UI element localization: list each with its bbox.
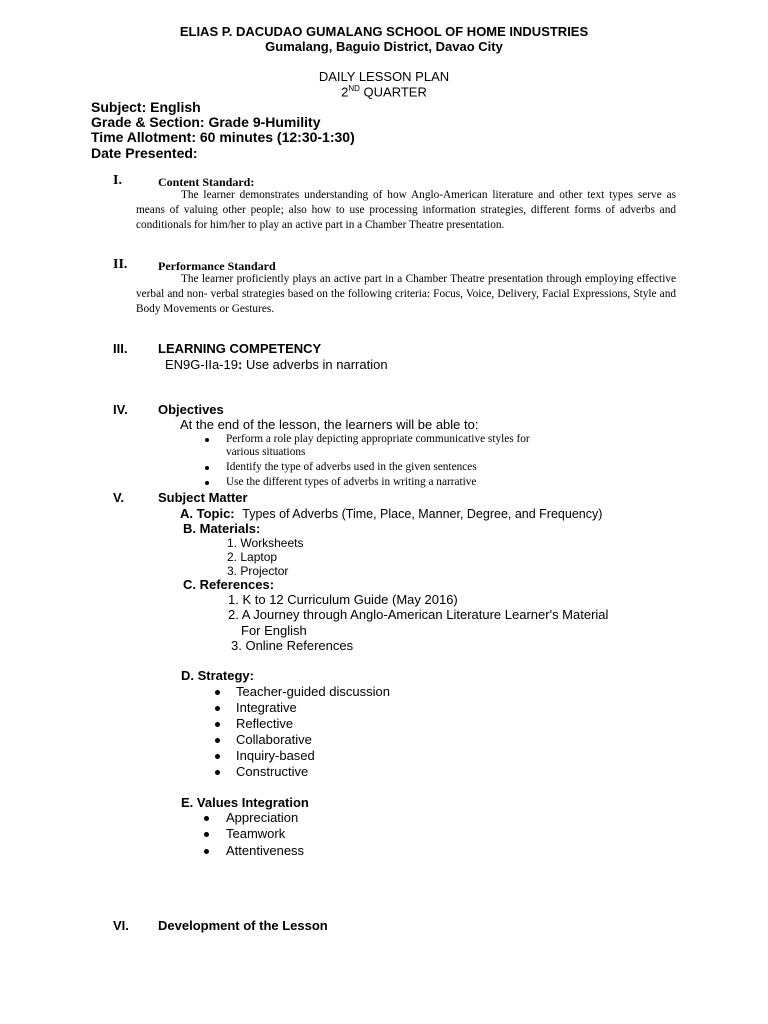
competency-text: Use adverbs in narration: [242, 357, 388, 372]
competency-code: EN9G-IIa-19: [165, 357, 238, 372]
reference-item: 3. Online References: [231, 638, 354, 653]
objective-item-continued: various situations: [226, 446, 306, 458]
school-name: ELIAS P. DACUDAO GUMALANG SCHOOL OF HOME INDUSTRIES: [179, 24, 589, 39]
bullet: [204, 832, 209, 837]
objectives-intro: At the end of the lesson, the learners will be able to:: [180, 417, 479, 432]
subject-matter-title: Subject Matter: [158, 490, 248, 505]
topic-text: Types of Adverbs (Time, Place, Manner, Degree, and Frequency): [242, 507, 603, 521]
performance-standard-title: Performance Standard: [158, 259, 276, 273]
bullet: [205, 466, 209, 470]
bullet: [205, 438, 209, 442]
strategy-item: Reflective: [236, 716, 294, 731]
subject-line: Subject: English: [91, 99, 201, 115]
time-allotment-line: Time Allotment: 60 minutes (12:30-1:30): [91, 129, 355, 145]
content-standard-title: Content Standard:: [158, 175, 255, 189]
reference-item-continued: For English: [241, 623, 307, 638]
reference-item: 1. K to 12 Curriculum Guide (May 2016): [228, 592, 458, 607]
bullet: [215, 706, 220, 711]
quarter-number: 2: [341, 84, 349, 100]
quarter-word: QUARTER: [359, 84, 427, 100]
school-address: Gumalang, Baguio District, Davao City: [265, 39, 503, 54]
grade-section-line: Grade & Section: Grade 9-Humility: [91, 114, 321, 130]
bullet: [215, 690, 220, 695]
bullet: [205, 481, 209, 485]
bullet: [215, 738, 220, 743]
section-5-number: V.: [113, 490, 125, 505]
bullet: [215, 754, 220, 759]
content-standard-text: The learner demonstrates understanding of how Anglo-American literature and other text types serve as means of valuing other people; also how to use processing information strategies, different forms of adverbs and conditionals for him/her to play an active part in a Chamber Theatre presentation.: [136, 189, 676, 231]
quarter-heading: [0, 84, 768, 99]
strategy-item: Collaborative: [236, 732, 312, 747]
objective-item: Perform a role play depicting appropriate communicative styles for: [226, 433, 530, 445]
strategy-item: Teacher-guided discussion: [236, 684, 390, 699]
strategy-label: D. Strategy:: [181, 668, 254, 683]
section-1-number: I.: [113, 173, 122, 188]
materials-label: B. Materials:: [183, 521, 261, 536]
objectives-title: Objectives: [158, 402, 224, 417]
performance-standard-text: The learner proficiently plays an active part in a Chamber Theatre presentation through employing effective verbal and non- verbal strategies based on the following criteria: Focus, Voice, Delivery, Facial Expressions, Style and Body Movements or Gestures.: [136, 273, 676, 315]
objective-item: Use the different types of adverbs in writing a narrative: [226, 476, 477, 488]
learning-competency-title: LEARNING COMPETENCY: [158, 341, 322, 356]
strategy-item: Inquiry-based: [236, 748, 315, 763]
strategy-item: Constructive: [236, 764, 309, 779]
references-label: C. References:: [183, 577, 275, 592]
quarter-suffix: ND: [348, 84, 360, 93]
section-3-number: III.: [113, 341, 128, 356]
bullet: [204, 816, 209, 821]
development-title: Development of the Lesson: [158, 918, 328, 933]
bullet: [215, 722, 220, 727]
section-4-number: IV.: [113, 402, 128, 417]
section-6-number: VI.: [113, 918, 129, 933]
bullet: [204, 849, 209, 854]
value-item: Appreciation: [226, 810, 299, 825]
date-presented-line: Date Presented:: [91, 145, 198, 161]
strategy-item: Integrative: [236, 700, 297, 715]
material-item: 1. Worksheets: [227, 536, 304, 550]
value-item: Attentiveness: [226, 843, 305, 858]
competency-colon: :: [237, 357, 243, 372]
bullet: [215, 770, 220, 775]
value-item: Teamwork: [226, 826, 286, 841]
document-title: DAILY LESSON PLAN: [318, 69, 450, 84]
material-item: 3. Projector: [227, 564, 289, 578]
topic-label: A. Topic:: [180, 506, 235, 521]
reference-item: 2. A Journey through Anglo-American Literature Learner's Material: [228, 607, 609, 622]
objective-item: Identify the type of adverbs used in the given sentences: [226, 461, 477, 473]
section-2-number: II.: [113, 257, 128, 272]
learning-competency-line: [165, 357, 388, 372]
material-item: 2. Laptop: [227, 550, 278, 564]
values-integration-label: E. Values Integration: [181, 795, 309, 810]
topic-line: [180, 506, 602, 521]
